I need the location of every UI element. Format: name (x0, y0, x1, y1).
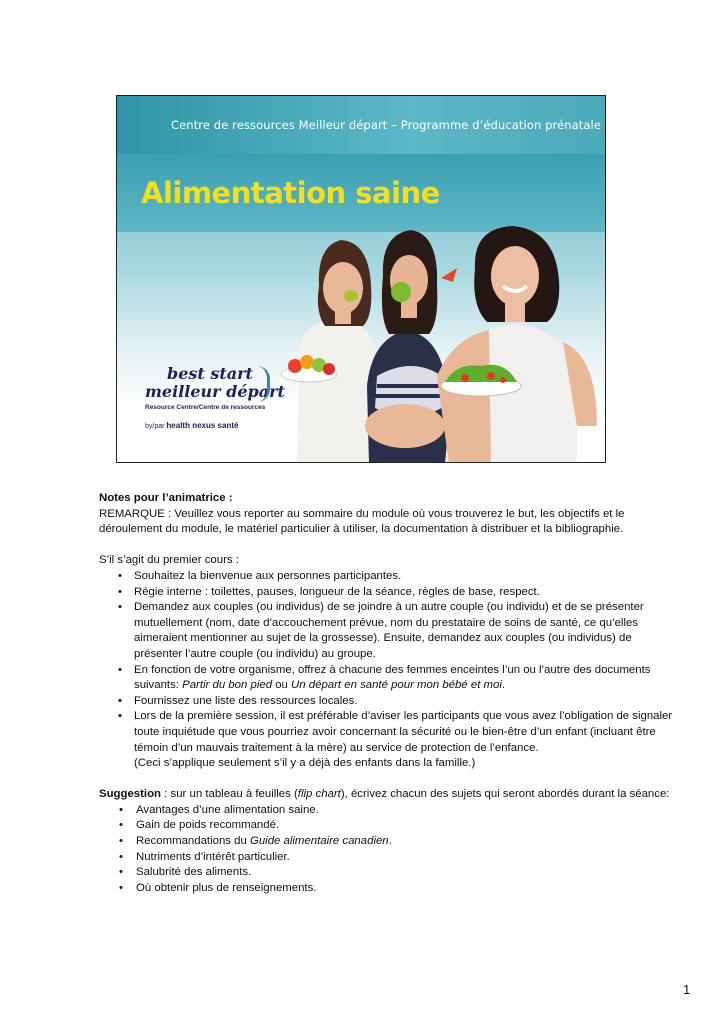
list-item: • Nutriments d’intérêt particulier. (99, 850, 679, 866)
list-item: • Recommandations du Guide alimentaire canadien. (99, 834, 679, 850)
health-nexus-logo (145, 421, 238, 430)
facilitator-notes (99, 491, 679, 896)
suggestion-paragraph: Suggestion : sur un tableau à feuilles (flip chart), écrivez chacun des sujets qui seront abordés durant la séance: (99, 788, 670, 801)
logo-byline-prefix: by/par (145, 423, 165, 430)
list-item: • Où obtenir plus de renseignements. (99, 881, 679, 897)
first-course-intro: S’il s’agit du premier cours : (99, 554, 239, 567)
slide-title: Alimentation saine (141, 176, 440, 210)
logo-line-1: best start (167, 364, 253, 383)
slide-image (116, 95, 606, 463)
list-item: • Souhaitez la bienvenue aux personnes participantes. (99, 569, 679, 585)
first-session-note: (Ceci s’applique seulement s’il y a déjà des enfants dans la famille.) (134, 757, 476, 770)
flip-chart-term: flip chart (297, 788, 341, 801)
page-number: 1 (683, 982, 691, 997)
list-item: • Demandez aux couples (ou individus) de se joindre à un autre couple (ou individu) et de se présenter mutuellement (nom, date d’accouchement prévue, nom du prestataire de soins de santé, ce qu’elles aimeraient mentionner au sujet de la grossesse). Ensuite, demandez aux couples (ou individus) de présenter l’autre couple (ou individu) au groupe. (99, 600, 679, 662)
best-start-logo (145, 364, 285, 434)
list-item: • Avantages d’une alimentation saine. (99, 803, 679, 819)
topics-list (99, 803, 679, 897)
suggestion-label: Suggestion (99, 788, 162, 801)
logo-line-3: Resource Centre/Centre de ressources (145, 404, 266, 411)
slide-subtitle: Centre de ressources Meilleur départ – Programme d’éducation prénatale (171, 118, 602, 132)
document-title-2: Un départ en santé pour mon bébé et moi (291, 679, 502, 692)
list-item: • Lors de la première session, il est préférable d’aviser les participants que vous avez l’obligation de signaler toute inquiétude que vous pourriez avoir concernant la sécurité ou le bien-être d’un enfant (incluant être témoin d’un mauvais traitement à la mère) au service de protection de l’enfance. (Ceci s’applique seulement s’il y a déjà des enfants dans la famille.) (99, 709, 679, 771)
logo-line-2: meilleur départ (145, 382, 285, 401)
logo-byline-org: health nexus santé (166, 421, 239, 430)
list-item: • Régie interne : toilettes, pauses, longueur de la séance, règles de base, respect. (99, 585, 679, 601)
list-item: • Salubrité des aliments. (99, 865, 679, 881)
women-eating-photo (277, 226, 606, 463)
list-item: • Fournissez une liste des ressources locales. (99, 694, 679, 710)
guide-title: Guide alimentaire canadien (249, 835, 389, 848)
list-item: • En fonction de votre organisme, offrez à chacune des femmes enceintes l’un ou l’autre des documents suivants: Partir du bon pied ou Un départ en santé pour mon bébé et moi. (99, 663, 679, 694)
list-item: • Gain de poids recommandé. (99, 818, 679, 834)
document-title-1: Partir du bon pied (182, 679, 273, 692)
notes-heading: Notes pour l’animatrice : (99, 492, 233, 504)
first-course-list (99, 569, 679, 772)
remark-paragraph: REMARQUE : Veuillez vous reporter au sommaire du module où vous trouverez le but, les objectifs et le déroulement du module, le matériel particulier à utiliser, la documentation à distribuer et la bibliographie. (99, 507, 625, 536)
